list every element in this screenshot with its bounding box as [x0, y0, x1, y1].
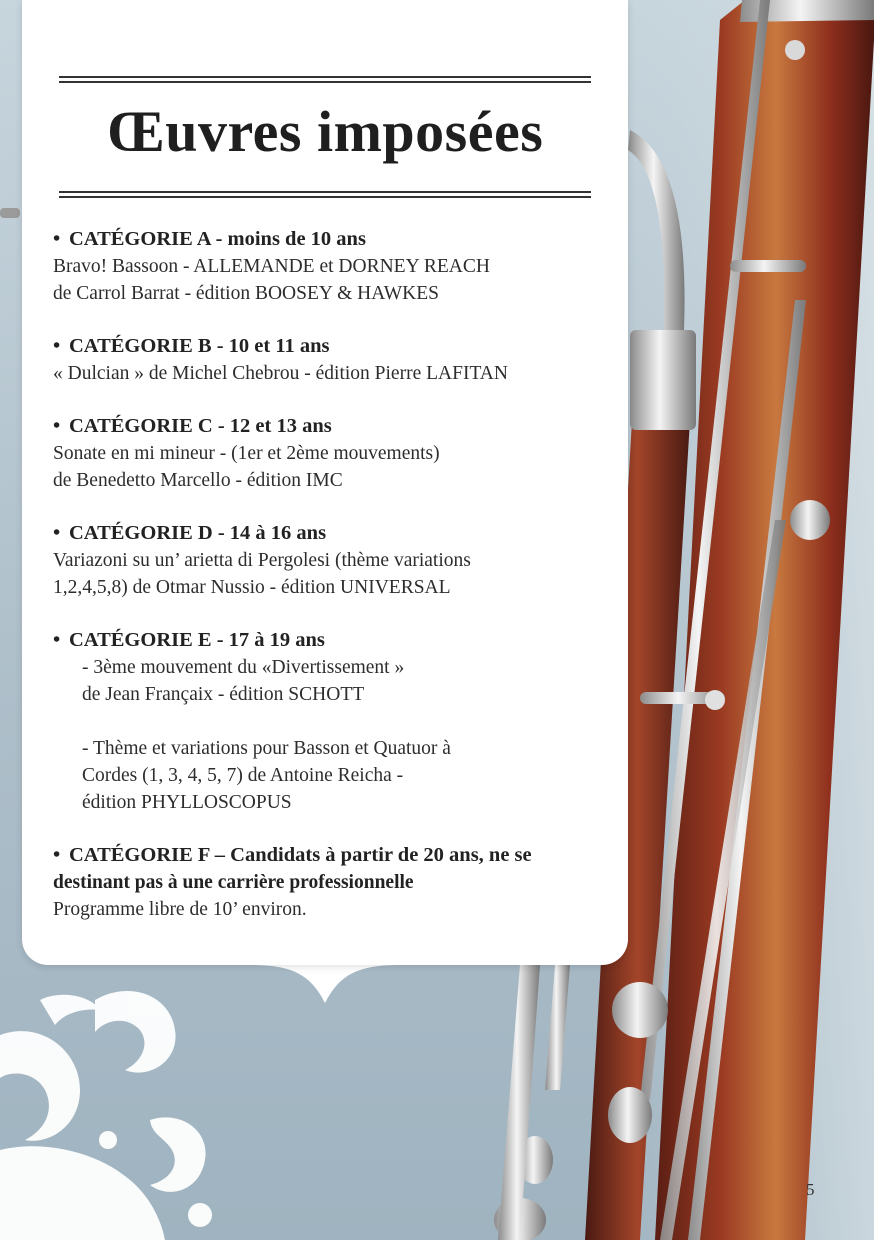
content-card: [22, 0, 628, 965]
category-f: [53, 842, 623, 923]
category-d: [53, 520, 623, 601]
category-heading-continued: destinant pas à une carrière professionnelle: [53, 872, 414, 893]
category-line: Sonate en mi mineur - (1er et 2ème mouvements): [53, 443, 440, 464]
category-c: [53, 413, 623, 494]
category-line: - Thème et variations pour Basson et Quatuor à: [82, 738, 451, 759]
category-heading: [53, 627, 623, 654]
category-line: Programme libre de 10’ environ.: [53, 899, 307, 920]
bullet-icon: •: [53, 844, 61, 866]
bullet-icon: •: [53, 522, 61, 544]
category-heading: [53, 842, 623, 869]
category-line: de Carrol Barrat - édition BOOSEY & HAWKES: [53, 283, 440, 304]
category-heading: [53, 226, 623, 253]
category-line: Cordes (1, 3, 4, 5, 7) de Antoine Reicha -: [82, 765, 404, 786]
category-e: [53, 627, 623, 816]
category-heading-text: CATÉGORIE A - moins de 10 ans: [69, 228, 366, 250]
card-notch: [250, 958, 400, 1010]
bullet-icon: •: [53, 629, 61, 651]
bullet-icon: •: [53, 415, 61, 437]
category-line: édition PHYLLOSCOPUS: [82, 792, 292, 813]
category-line: - 3ème mouvement du «Divertissement »: [82, 657, 405, 678]
category-line: Bravo! Bassoon - ALLEMANDE et DORNEY REACH: [53, 256, 490, 277]
category-a: [53, 226, 623, 307]
page-title: Œuvres imposées: [106, 99, 544, 164]
category-line: Variazoni su un’ arietta di Pergolesi (thème variations: [53, 550, 471, 571]
category-line: 1,2,4,5,8) de Otmar Nussio - édition UNIVERSAL: [53, 577, 451, 598]
categories-list: [53, 226, 623, 949]
category-heading-text: CATÉGORIE F – Candidats à partir de 20 ans, ne se: [69, 844, 532, 866]
category-heading: [53, 520, 623, 547]
page-number: 5: [806, 1180, 815, 1199]
category-heading-text: CATÉGORIE D - 14 à 16 ans: [69, 522, 327, 544]
title-rule-top: [59, 76, 591, 83]
bullet-icon: •: [53, 335, 61, 357]
category-b: [53, 333, 623, 387]
title-rule-bottom: [59, 191, 591, 198]
category-line: de Jean Françaix - édition SCHOTT: [82, 684, 365, 705]
category-line: « Dulcian » de Michel Chebrou - édition Pierre LAFITAN: [53, 363, 508, 384]
category-line: de Benedetto Marcello - édition IMC: [53, 470, 343, 491]
category-heading-text: CATÉGORIE C - 12 et 13 ans: [69, 415, 332, 437]
bullet-icon: •: [53, 228, 61, 250]
spacer: [53, 708, 623, 735]
category-heading: [53, 413, 623, 440]
category-heading-text: CATÉGORIE E - 17 à 19 ans: [69, 629, 325, 651]
category-heading-text: CATÉGORIE B - 10 et 11 ans: [69, 335, 330, 357]
category-heading: [53, 333, 623, 360]
